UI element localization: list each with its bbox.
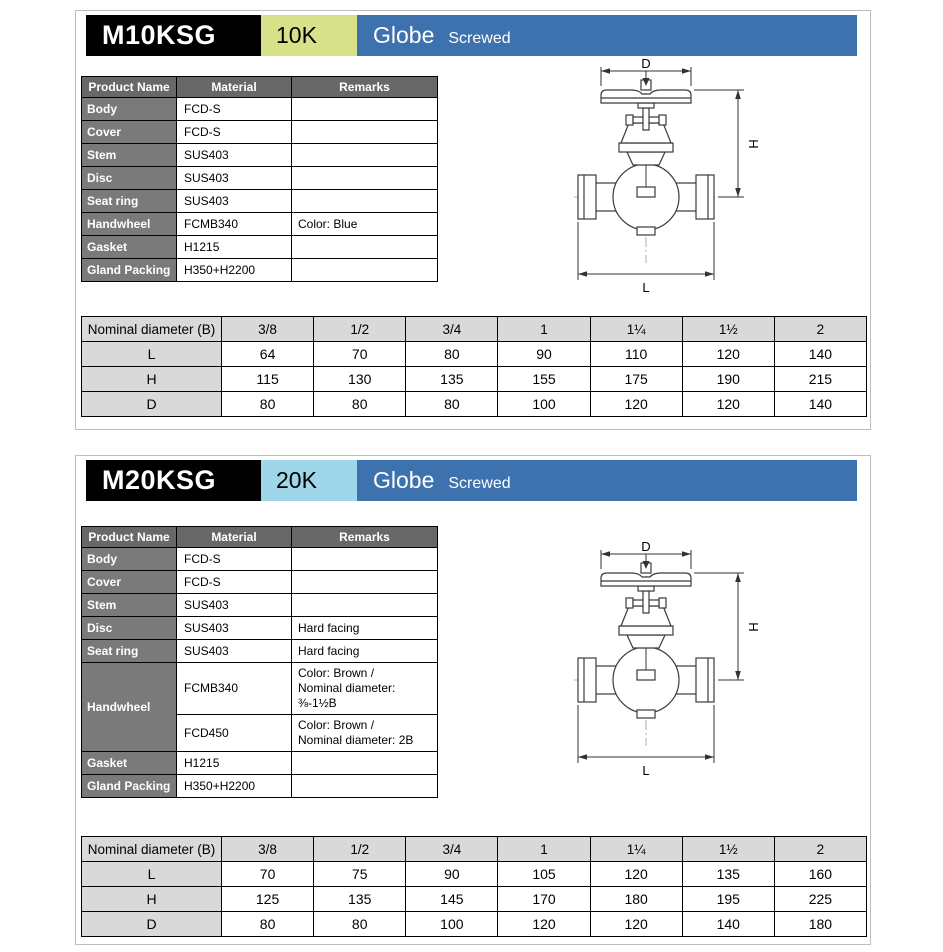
dimension-value-cell: 140 xyxy=(682,912,774,937)
model-name: M20KSG xyxy=(86,460,261,501)
material-row xyxy=(82,775,438,798)
dimension-value-cell: 180 xyxy=(590,887,682,912)
product-name-cell: Handwheel xyxy=(82,213,177,236)
valve-type-bar xyxy=(357,15,857,56)
dimension-value-cell: 115 xyxy=(222,367,314,392)
dimension-value-cell: 135 xyxy=(682,862,774,887)
dimension-value-cell: 64 xyxy=(222,342,314,367)
dimension-value-cell: 70 xyxy=(314,342,406,367)
valve-diagram xyxy=(506,59,806,304)
pressure-class-badge: 20K xyxy=(261,460,357,501)
dim-label-h: H xyxy=(746,139,761,149)
material-cell: H350+H2200 xyxy=(177,775,292,798)
dimension-value-cell: 215 xyxy=(774,367,866,392)
remarks-cell xyxy=(292,259,438,282)
dimension-value-cell: 180 xyxy=(774,912,866,937)
dimension-value-cell: 80 xyxy=(314,392,406,417)
remarks-cell xyxy=(292,752,438,775)
dim-label-d: D xyxy=(641,542,651,554)
material-cell: FCD-S xyxy=(177,548,292,571)
dimension-value-cell: 120 xyxy=(682,342,774,367)
material-row xyxy=(82,640,438,663)
dimension-value-cell: 175 xyxy=(590,367,682,392)
dimensions-header-row xyxy=(82,837,867,862)
size-header-cell: 3/4 xyxy=(406,837,498,862)
material-cell: SUS403 xyxy=(177,190,292,213)
material-row xyxy=(82,213,438,236)
remarks-cell: Color: Blue xyxy=(292,213,438,236)
dimension-value-cell: 70 xyxy=(222,862,314,887)
dimension-value-cell: 100 xyxy=(498,392,590,417)
dim-label-l: L xyxy=(642,280,650,295)
section-header xyxy=(86,15,857,56)
dimension-value-cell: 160 xyxy=(774,862,866,887)
dimension-value-cell: 120 xyxy=(590,392,682,417)
material-cell: SUS403 xyxy=(177,617,292,640)
material-row xyxy=(82,594,438,617)
remarks-cell xyxy=(292,144,438,167)
product-name-cell: Stem xyxy=(82,594,177,617)
dimension-value-cell: 135 xyxy=(406,367,498,392)
dimension-row xyxy=(82,342,867,367)
product-name-cell: Gland Packing xyxy=(82,775,177,798)
material-row xyxy=(82,236,438,259)
nominal-diameter-header: Nominal diameter (B) xyxy=(82,837,222,862)
dimension-label-cell: L xyxy=(82,862,222,887)
product-name-cell: Disc xyxy=(82,167,177,190)
size-header-cell: 1 xyxy=(498,837,590,862)
pressure-class-badge: 10K xyxy=(261,15,357,56)
col-header-material: Material xyxy=(177,77,292,98)
size-header-cell: 1¼ xyxy=(590,317,682,342)
material-row xyxy=(82,121,438,144)
material-row xyxy=(82,98,438,121)
material-row xyxy=(82,663,438,715)
valve-type-label: Globe xyxy=(373,22,435,48)
dimension-value-cell: 80 xyxy=(222,392,314,417)
size-header-cell: 2 xyxy=(774,317,866,342)
materials-header-row xyxy=(82,77,438,98)
dimension-value-cell: 140 xyxy=(774,392,866,417)
valve-body-group xyxy=(578,80,714,235)
dimension-value-cell: 90 xyxy=(406,862,498,887)
remarks-cell xyxy=(292,594,438,617)
valve-type-bar xyxy=(357,460,857,501)
material-row xyxy=(82,259,438,282)
dim-label-d: D xyxy=(641,59,651,71)
product-name-cell: Gasket xyxy=(82,752,177,775)
dimension-value-cell: 80 xyxy=(406,342,498,367)
dimension-value-cell: 75 xyxy=(314,862,406,887)
material-row xyxy=(82,617,438,640)
materials-table xyxy=(81,76,438,282)
product-name-cell: Seat ring xyxy=(82,190,177,213)
remarks-cell xyxy=(292,190,438,213)
material-cell: H1215 xyxy=(177,752,292,775)
col-header-product-name: Product Name xyxy=(82,527,177,548)
dimension-row xyxy=(82,887,867,912)
remarks-cell xyxy=(292,121,438,144)
size-header-cell: 1½ xyxy=(682,317,774,342)
material-row xyxy=(82,144,438,167)
col-header-remarks: Remarks xyxy=(292,527,438,548)
connection-type-label: Screwed xyxy=(448,30,511,47)
dimensions-header-row xyxy=(82,317,867,342)
material-cell: SUS403 xyxy=(177,167,292,190)
material-cell: SUS403 xyxy=(177,144,292,167)
material-cell: FCD-S xyxy=(177,571,292,594)
dimension-value-cell: 195 xyxy=(682,887,774,912)
product-name-cell: Cover xyxy=(82,121,177,144)
dimension-value-cell: 105 xyxy=(498,862,590,887)
connection-type-label: Screwed xyxy=(448,475,511,492)
col-header-remarks: Remarks xyxy=(292,77,438,98)
dimension-value-cell: 155 xyxy=(498,367,590,392)
dimension-value-cell: 100 xyxy=(406,912,498,937)
dimension-row xyxy=(82,912,867,937)
dimension-value-cell: 130 xyxy=(314,367,406,392)
size-header-cell: 1 xyxy=(498,317,590,342)
remarks-cell xyxy=(292,775,438,798)
material-cell: FCD-S xyxy=(177,121,292,144)
dimension-label-cell: D xyxy=(82,912,222,937)
dimension-value-cell: 125 xyxy=(222,887,314,912)
remarks-cell xyxy=(292,167,438,190)
remarks-cell: Color: Brown / Nominal diameter: 2B xyxy=(292,715,438,752)
col-header-product-name: Product Name xyxy=(82,77,177,98)
material-row xyxy=(82,752,438,775)
dimension-row xyxy=(82,392,867,417)
product-name-cell: Gland Packing xyxy=(82,259,177,282)
product-section-m10ksg xyxy=(75,10,871,430)
dim-label-h: H xyxy=(746,622,761,632)
size-header-cell: 1/2 xyxy=(314,837,406,862)
remarks-cell: Color: Brown / Nominal diameter: ⅜-1½B xyxy=(292,663,438,715)
product-name-cell: Gasket xyxy=(82,236,177,259)
product-name-cell: Body xyxy=(82,98,177,121)
material-cell: SUS403 xyxy=(177,640,292,663)
material-cell: SUS403 xyxy=(177,594,292,617)
dimension-value-cell: 110 xyxy=(590,342,682,367)
product-name-cell: Handwheel xyxy=(82,663,177,752)
dimension-value-cell: 90 xyxy=(498,342,590,367)
product-name-cell: Seat ring xyxy=(82,640,177,663)
material-cell: FCMB340 xyxy=(177,663,292,715)
material-cell: FCMB340 xyxy=(177,213,292,236)
size-header-cell: 2 xyxy=(774,837,866,862)
product-name-cell: Stem xyxy=(82,144,177,167)
size-header-cell: 1¼ xyxy=(590,837,682,862)
dimension-value-cell: 190 xyxy=(682,367,774,392)
dimension-row xyxy=(82,862,867,887)
dimension-value-cell: 120 xyxy=(590,912,682,937)
material-row xyxy=(82,571,438,594)
dimension-value-cell: 170 xyxy=(498,887,590,912)
product-name-cell: Disc xyxy=(82,617,177,640)
product-section-m20ksg xyxy=(75,455,871,945)
size-header-cell: 1½ xyxy=(682,837,774,862)
dimension-value-cell: 135 xyxy=(314,887,406,912)
model-name: M10KSG xyxy=(86,15,261,56)
dimensions-table xyxy=(81,836,867,937)
dimension-label-cell: L xyxy=(82,342,222,367)
materials-table xyxy=(81,526,438,798)
material-cell: H350+H2200 xyxy=(177,259,292,282)
size-header-cell: 3/4 xyxy=(406,317,498,342)
section-header xyxy=(86,460,857,501)
dimension-value-cell: 80 xyxy=(406,392,498,417)
remarks-cell: Hard facing xyxy=(292,617,438,640)
material-row xyxy=(82,190,438,213)
col-header-material: Material xyxy=(177,527,292,548)
size-header-cell: 3/8 xyxy=(222,837,314,862)
valve-body-group xyxy=(578,563,714,718)
remarks-cell xyxy=(292,98,438,121)
material-cell: FCD-S xyxy=(177,98,292,121)
remarks-cell: Hard facing xyxy=(292,640,438,663)
dimension-value-cell: 120 xyxy=(590,862,682,887)
size-header-cell: 3/8 xyxy=(222,317,314,342)
remarks-cell xyxy=(292,236,438,259)
product-name-cell: Cover xyxy=(82,571,177,594)
dimension-value-cell: 80 xyxy=(222,912,314,937)
nominal-diameter-header: Nominal diameter (B) xyxy=(82,317,222,342)
product-name-cell: Body xyxy=(82,548,177,571)
dimension-value-cell: 120 xyxy=(498,912,590,937)
valve-type-label: Globe xyxy=(373,467,435,493)
dimension-value-cell: 145 xyxy=(406,887,498,912)
dimension-value-cell: 140 xyxy=(774,342,866,367)
dimension-label-cell: D xyxy=(82,392,222,417)
dimension-label-cell: H xyxy=(82,887,222,912)
dimension-value-cell: 225 xyxy=(774,887,866,912)
material-cell: FCD450 xyxy=(177,715,292,752)
material-row xyxy=(82,167,438,190)
material-cell: H1215 xyxy=(177,236,292,259)
valve-diagram xyxy=(506,542,806,787)
remarks-cell xyxy=(292,571,438,594)
remarks-cell xyxy=(292,548,438,571)
size-header-cell: 1/2 xyxy=(314,317,406,342)
dimension-value-cell: 120 xyxy=(682,392,774,417)
dimension-value-cell: 80 xyxy=(314,912,406,937)
materials-header-row xyxy=(82,527,438,548)
dimensions-table xyxy=(81,316,867,417)
dimension-label-cell: H xyxy=(82,367,222,392)
material-row xyxy=(82,548,438,571)
dimension-row xyxy=(82,367,867,392)
dim-label-l: L xyxy=(642,763,650,778)
